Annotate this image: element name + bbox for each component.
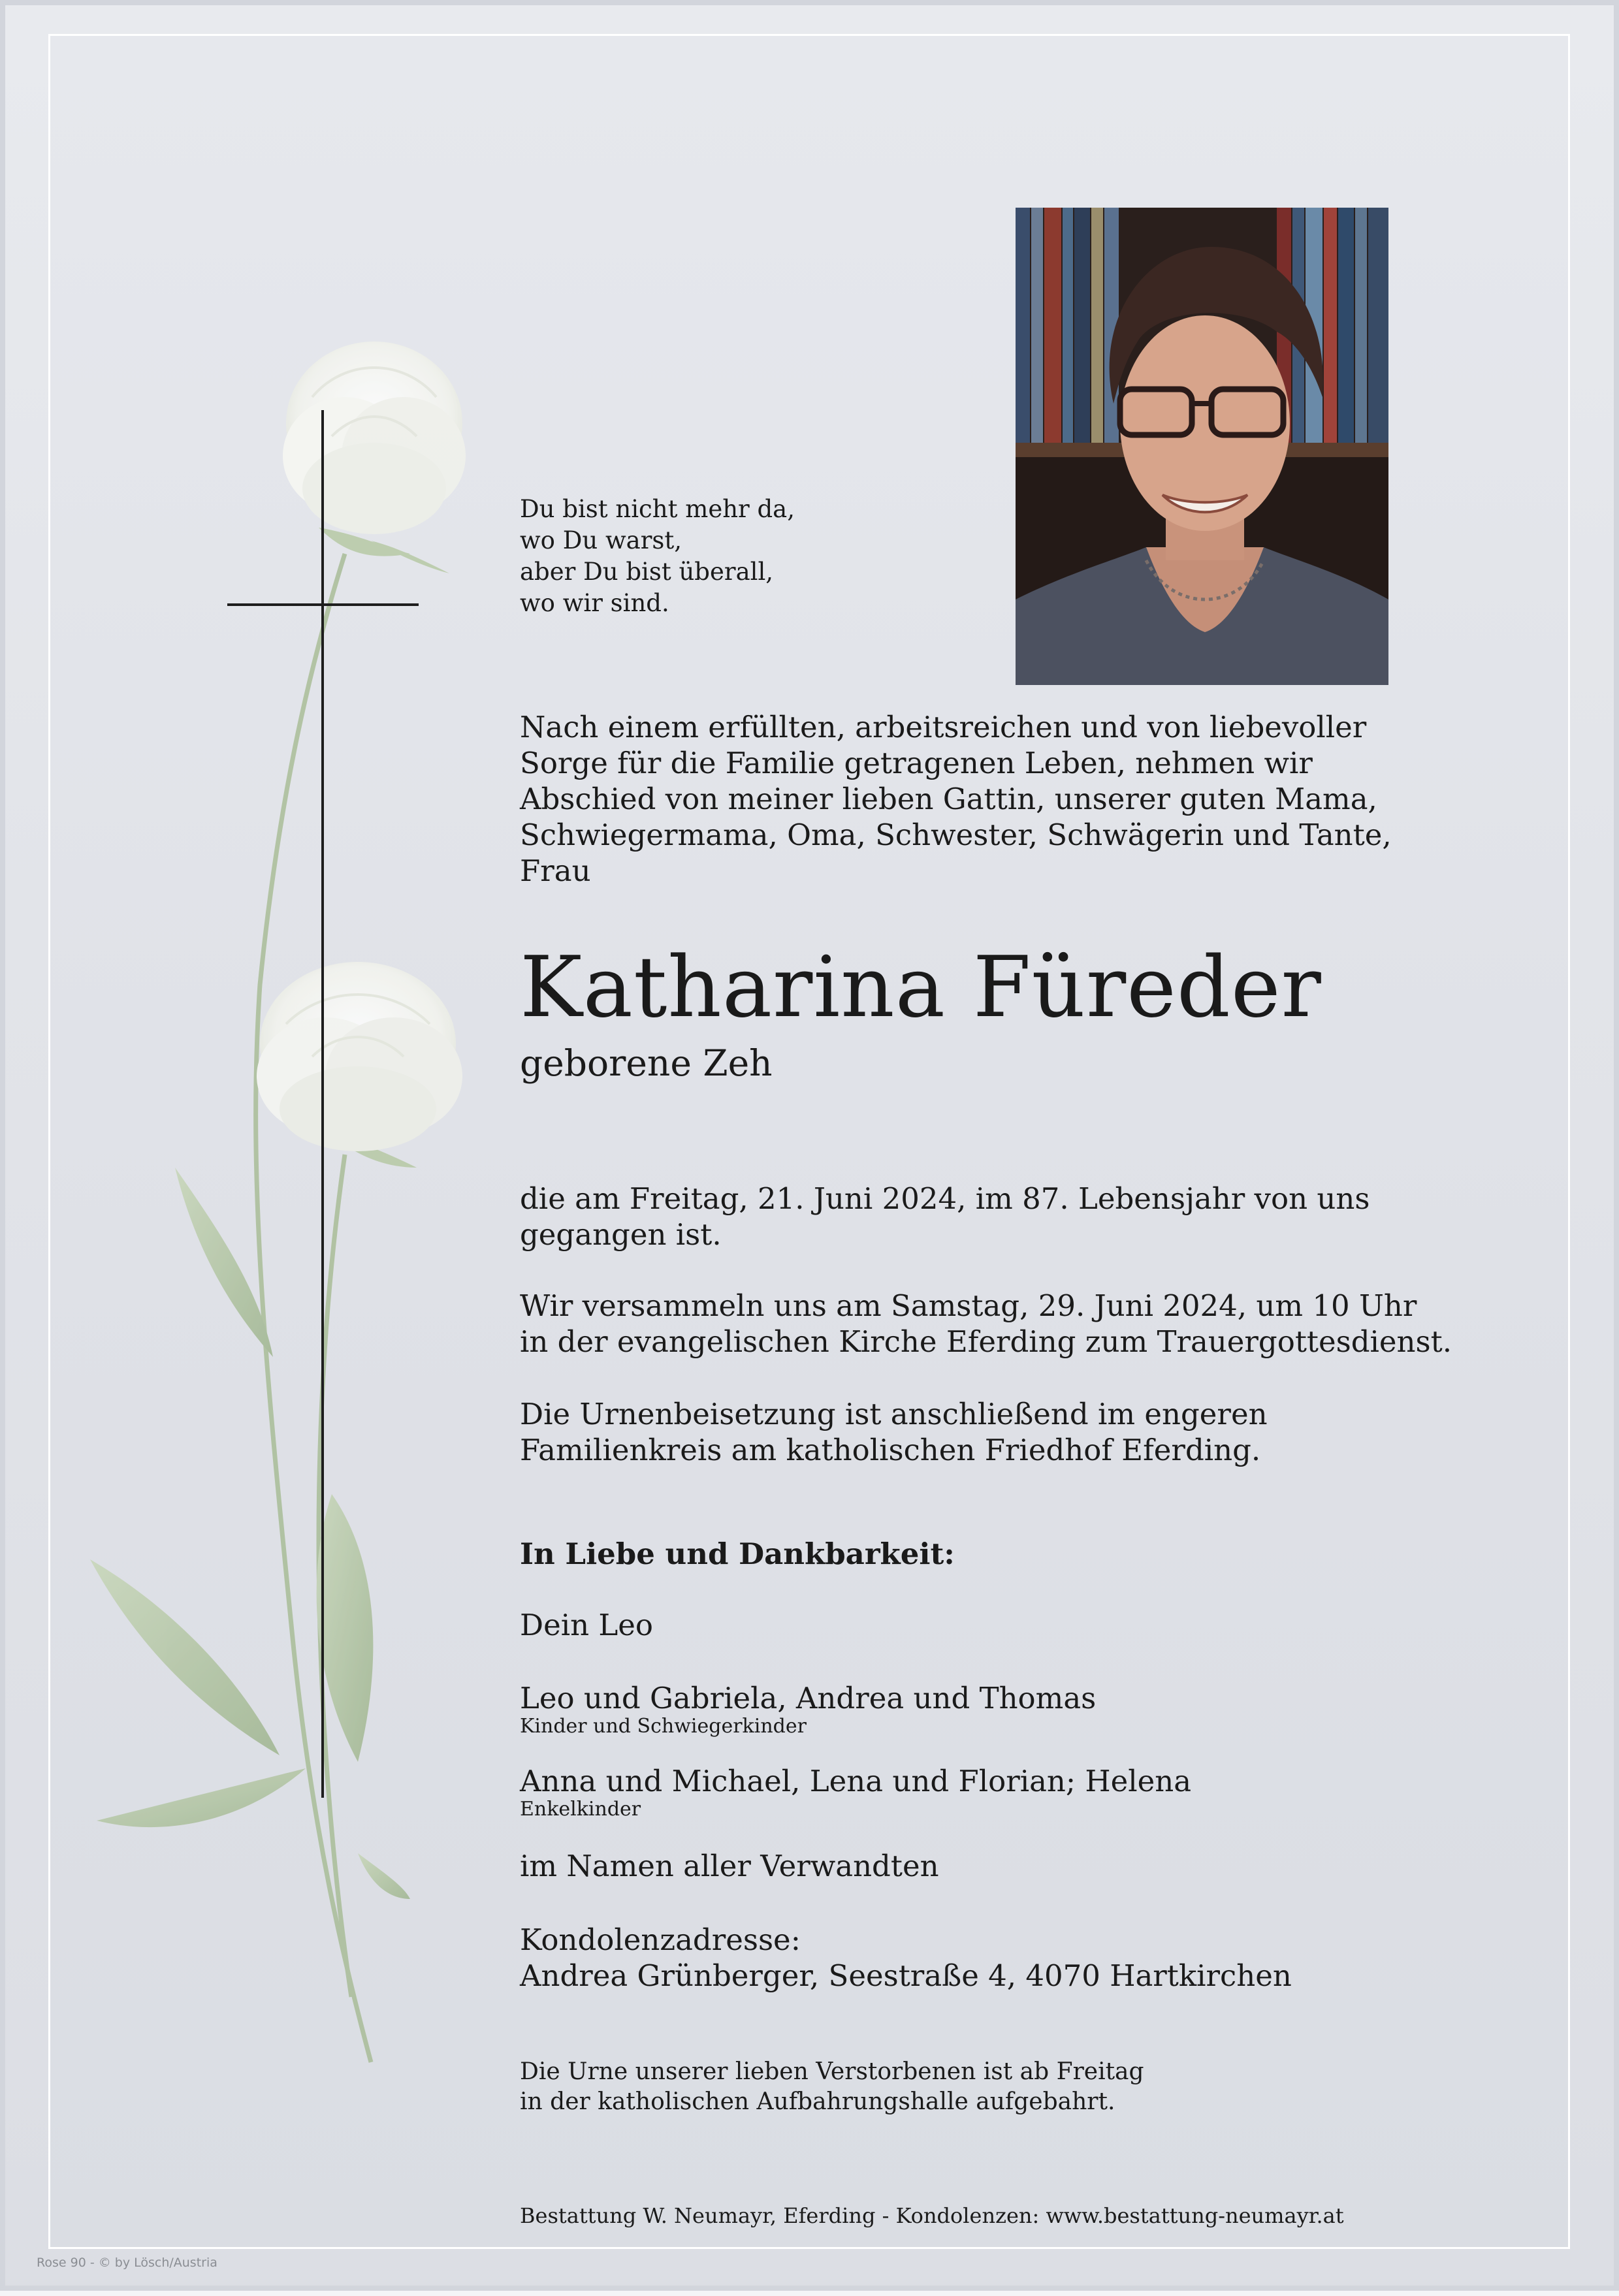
verse-line: Du bist nicht mehr da, — [520, 495, 795, 523]
rose-upper — [283, 342, 466, 534]
burial-line: Familienkreis am katholischen Friedhof Eferding. — [520, 1433, 1261, 1467]
intro-line: Abschied von meiner lieben Gattin, unserer guten Mama, — [520, 782, 1377, 816]
portrait-photo — [1016, 208, 1388, 685]
intro-paragraph — [520, 709, 1447, 889]
death-line: die am Freitag, 21. Juni 2024, im 87. Lebensjahr von uns — [520, 1181, 1370, 1216]
image-credit: Rose 90 - © by Lösch/Austria — [37, 2256, 217, 2270]
leaf-4 — [97, 1768, 306, 1827]
service-line: Wir versammeln uns am Samstag, 29. Juni 2024, um 10 Uhr — [520, 1288, 1417, 1323]
verse-line: wo wir sind. — [520, 589, 669, 617]
intro-line: Schwiegermama, Oma, Schwester, Schwägerin und Tante, — [520, 818, 1392, 852]
rose-lower — [257, 962, 462, 1151]
service-paragraph — [520, 1288, 1452, 1360]
rose-stem-upper — [256, 554, 371, 2062]
maiden-name: geborene Zeh — [520, 1042, 773, 1084]
intro-line: Frau — [520, 853, 591, 888]
intro-line: Nach einem erfüllten, arbeitsreichen und von liebevoller — [520, 710, 1367, 744]
funeral-home-footer: Bestattung W. Neumayr, Eferding - Kondolenzen: www.bestattung-neumayr.at — [520, 2203, 1344, 2228]
mourner-grandchildren: Anna und Michael, Lena und Florian; Helena — [520, 1764, 1192, 1798]
death-paragraph — [520, 1181, 1370, 1252]
condolence-label: Kondolenzadresse: — [520, 1922, 801, 1957]
deceased-name: Katharina Füreder — [520, 939, 1322, 1036]
mourner-children: Leo und Gabriela, Andrea und Thomas — [520, 1681, 1097, 1715]
urn-note-line: Die Urne unserer lieben Verstorbenen ist ab Freitag — [520, 2058, 1144, 2085]
mourner-children-label: Kinder und Schwiegerkinder — [520, 1715, 807, 1738]
verse — [520, 494, 795, 619]
condolence-address: Andrea Grünberger, Seestraße 4, 4070 Hartkirchen — [520, 1958, 1292, 1993]
urn-note-line: in der katholischen Aufbahrungshalle aufgebahrt. — [520, 2088, 1115, 2115]
intro-line: Sorge für die Familie getragenen Leben, nehmen wir — [520, 746, 1313, 780]
burial-line: Die Urnenbeisetzung ist anschließend im engeren — [520, 1397, 1268, 1431]
mourners-heading: In Liebe und Dankbarkeit: — [520, 1537, 955, 1571]
verse-line: aber Du bist überall, — [520, 558, 774, 586]
verse-line: wo Du warst, — [520, 526, 682, 554]
burial-paragraph — [520, 1396, 1268, 1468]
mourner-grandchildren-label: Enkelkinder — [520, 1798, 641, 1821]
service-line: in der evangelischen Kirche Eferding zum Trauergottesdienst. — [520, 1324, 1452, 1359]
urn-note — [520, 2057, 1144, 2117]
condolence-block — [520, 1922, 1292, 1994]
mourner-spouse: Dein Leo — [520, 1608, 653, 1642]
leaf-5 — [358, 1853, 410, 1899]
leaf-2 — [90, 1559, 280, 1755]
death-line: gegangen ist. — [520, 1217, 722, 1252]
mourner-relatives: im Namen aller Verwandten — [520, 1849, 939, 1883]
